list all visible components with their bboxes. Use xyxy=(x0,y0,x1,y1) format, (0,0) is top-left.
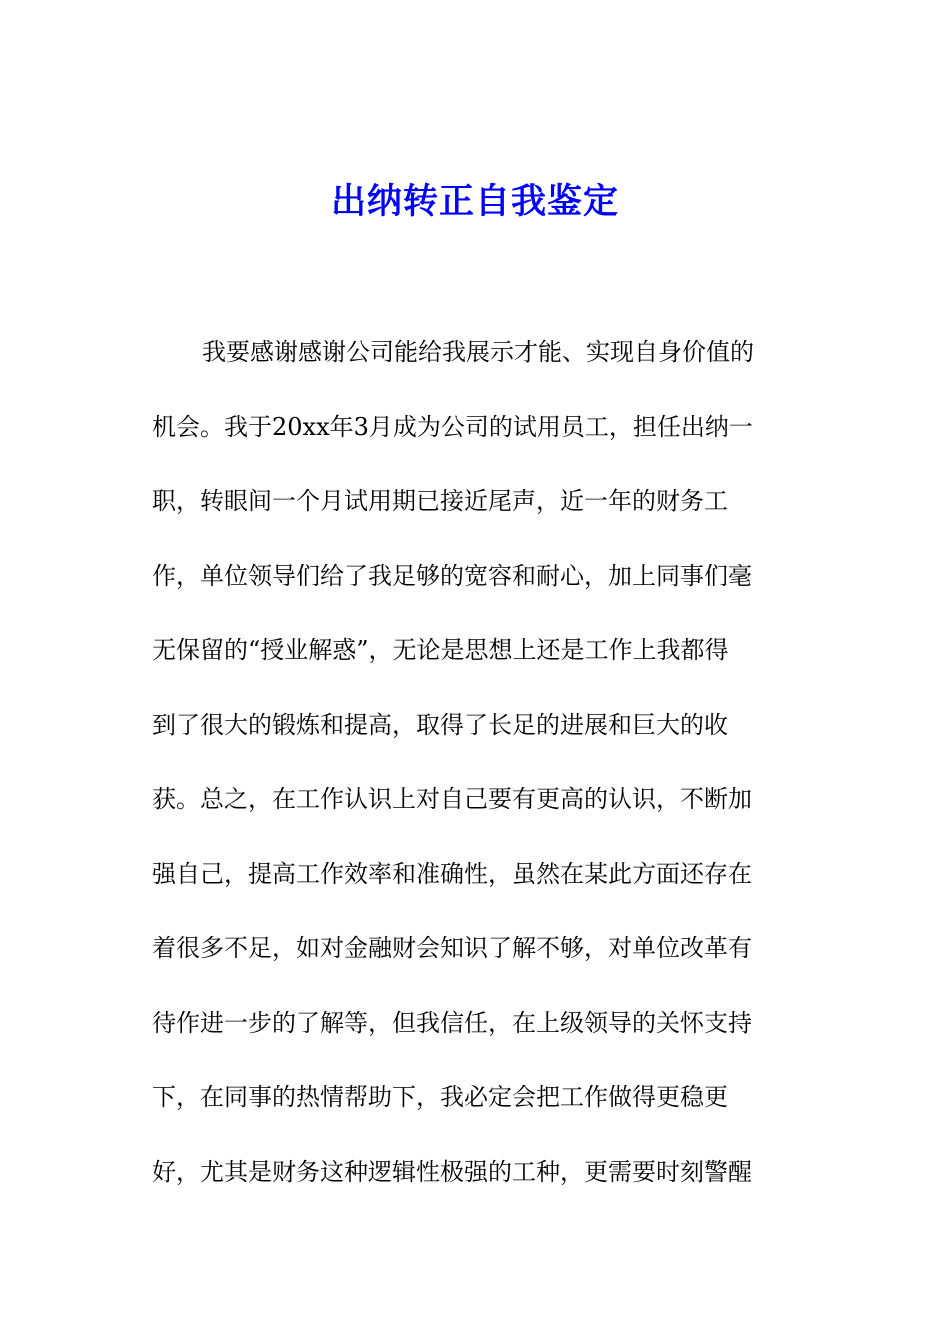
paragraph-line: 好，尤其是财务这种逻辑性极强的工种，更需要时刻警醒 xyxy=(152,1157,752,1186)
paragraph-line: 下，在同事的热情帮助下，我必定会把工作做得更稳更 xyxy=(152,1083,728,1111)
paragraph-line: 机会。我于20xx年3月成为公司的试用员工，担任出纳一 xyxy=(152,412,753,441)
paragraph-line: 获。总之，在工作认识上对自己要有更高的认识，不断加 xyxy=(152,785,752,813)
paragraph-line: 到了很大的锻炼和提高，取得了长足的进展和巨大的收 xyxy=(152,710,728,739)
document-title: 出纳转正自我鉴定 xyxy=(330,181,619,222)
document-body xyxy=(152,325,800,1219)
paragraph-line: 待作进一步的了解等，但我信任，在上级领导的关怀支持 xyxy=(152,1008,752,1037)
paragraph-line: 无保留的“授业解惑”，无论是思想上还是工作上我都得 xyxy=(152,636,729,664)
paragraph-line: 作，单位领导们给了我足够的宽容和耐心，加上同事们毫 xyxy=(152,561,752,590)
paragraph-line: 职，转眼间一个月试用期已接近尾声，近一年的财务工 xyxy=(152,487,728,515)
paragraph-line: 着很多不足，如对金融财会知识了解不够，对单位改革有 xyxy=(152,934,752,962)
paragraph-line: 强自己，提高工作效率和准确性，虽然在某此方面还存在 xyxy=(152,859,752,888)
paragraph-line: 我要感谢感谢公司能给我展示才能、实现自身价值的 xyxy=(202,338,754,366)
